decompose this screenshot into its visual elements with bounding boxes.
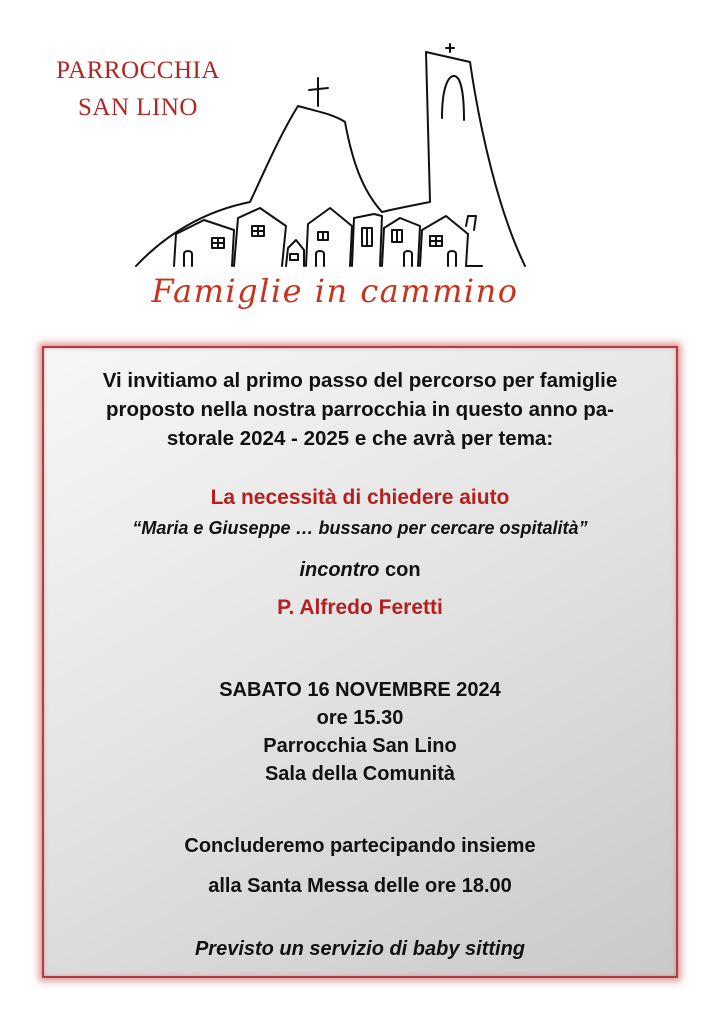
event-room: Sala della Comunità	[264, 763, 456, 785]
meeting-word: incontro	[299, 559, 380, 581]
parish-line-2: SAN LINO	[78, 94, 198, 121]
intro-line-3: storale 2024 - 2025 e che avrà per tema:	[166, 427, 554, 450]
intro-line-1: Vi invitiamo al primo passo del percorso per famiglie	[102, 369, 618, 392]
meeting-line	[44, 559, 676, 582]
theme-title: La necessità di chiedere aiuto	[210, 486, 510, 509]
intro-text	[58, 366, 662, 453]
tagline: Famiglie in cammino	[151, 272, 519, 310]
closing-line-1: Concluderemo partecipando insieme	[184, 835, 536, 857]
parish-line-1: PARROCCHIA	[56, 57, 220, 84]
closing-line-2: alla Santa Messa delle ore 18.00	[208, 875, 512, 897]
event-time: ore 15.30	[316, 707, 404, 729]
event-details	[44, 676, 676, 788]
theme-quote: “Maria e Giuseppe … bussano per cercare ospitalità”	[132, 518, 588, 538]
babysitting-note: Previsto un servizio di baby sitting	[194, 938, 526, 960]
event-date: SABATO 16 NOVEMBRE 2024	[219, 679, 501, 701]
church-and-houses-logo-icon	[130, 40, 530, 280]
invitation-box	[42, 346, 678, 978]
speaker-name: P. Alfredo Feretti	[277, 596, 443, 619]
intro-line-2: proposto nella nostra parrocchia in questo anno pa-	[105, 398, 614, 421]
event-place: Parrocchia San Lino	[263, 735, 457, 757]
meeting-with: con	[379, 559, 421, 581]
